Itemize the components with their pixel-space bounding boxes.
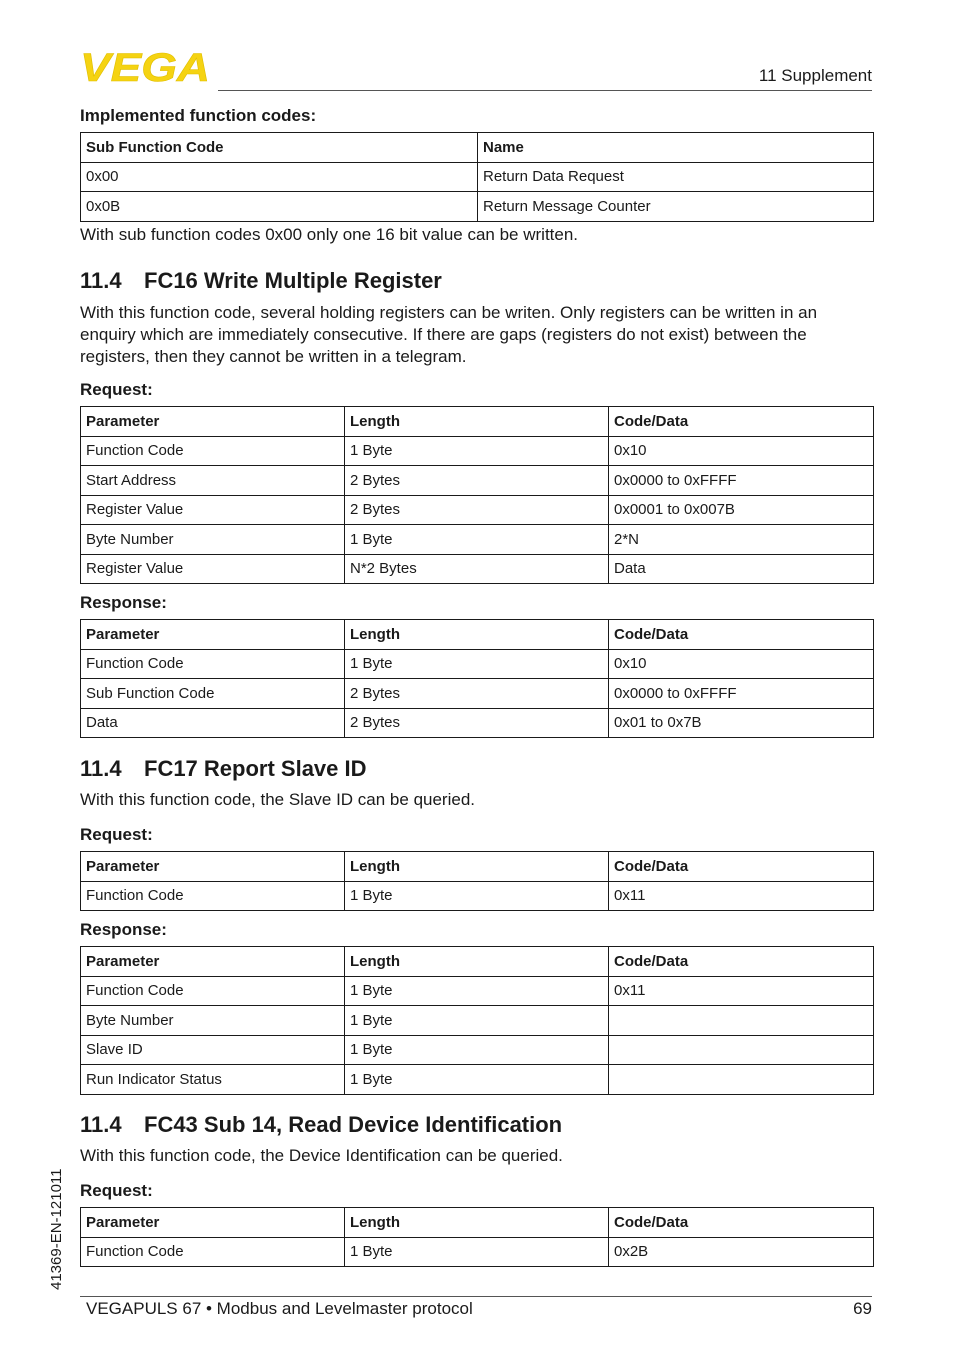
fc16-request-table	[80, 406, 874, 584]
footer-title: VEGAPULS 67 • Modbus and Levelmaster protocol	[86, 1299, 473, 1318]
sub-function-table	[80, 132, 874, 222]
table-cell: Byte Number	[81, 1006, 345, 1036]
table-cell: 0x00	[81, 162, 478, 192]
table-row	[81, 162, 874, 192]
table-cell: Data	[81, 708, 345, 738]
column-header: Length	[345, 407, 609, 437]
table-cell: 0x2B	[609, 1237, 874, 1267]
table-cell: 1 Byte	[345, 649, 609, 679]
table-cell: 1 Byte	[345, 1065, 609, 1095]
table-row	[81, 1237, 874, 1267]
header-rule	[218, 90, 872, 91]
table-cell	[609, 1065, 874, 1095]
section-heading-fc43	[80, 1112, 562, 1138]
column-header: Name	[478, 133, 874, 163]
table-cell: 0x0000 to 0xFFFF	[609, 679, 874, 709]
column-header: Code/Data	[609, 947, 874, 977]
table-cell: Function Code	[81, 436, 345, 466]
table-cell: Function Code	[81, 976, 345, 1006]
section-title: FC43 Sub 14, Read Device Identification	[144, 1112, 563, 1137]
table-cell: Start Address	[81, 466, 345, 496]
table-cell: 0x11	[609, 976, 874, 1006]
table-cell: 0x11	[609, 881, 874, 911]
table-header-row	[81, 947, 874, 977]
column-header: Code/Data	[609, 1208, 874, 1238]
table-cell: 0x10	[609, 436, 874, 466]
table-header-row	[81, 407, 874, 437]
section-number: 11.4	[80, 1112, 122, 1137]
table-row	[81, 495, 874, 525]
table-header-row	[81, 852, 874, 882]
table-cell: N*2 Bytes	[345, 554, 609, 584]
table-cell: 0x01 to 0x7B	[609, 708, 874, 738]
table-cell: 1 Byte	[345, 881, 609, 911]
table-cell	[609, 1006, 874, 1036]
table-cell: Return Data Request	[478, 162, 874, 192]
table-cell: Slave ID	[81, 1035, 345, 1065]
column-header: Parameter	[81, 852, 345, 882]
table-row	[81, 708, 874, 738]
table-cell: Function Code	[81, 649, 345, 679]
table-cell: 2 Bytes	[345, 708, 609, 738]
table-cell: 1 Byte	[345, 1035, 609, 1065]
fc17-description: With this function code, the Slave ID can be queried.	[80, 790, 476, 809]
table-cell: Register Value	[81, 495, 345, 525]
column-header: Sub Function Code	[81, 133, 478, 163]
fc17-response-label: Response:	[80, 920, 167, 939]
table-cell: Byte Number	[81, 525, 345, 555]
table-cell: 1 Byte	[345, 525, 609, 555]
section-name: 11 Supplement	[758, 66, 872, 85]
table-cell: 2*N	[609, 525, 874, 555]
fc43-request-table	[80, 1207, 874, 1267]
table-cell	[609, 1035, 874, 1065]
fc43-request-label: Request:	[80, 1181, 153, 1200]
table-cell: Function Code	[81, 1237, 345, 1267]
table-cell: 1 Byte	[345, 976, 609, 1006]
table-cell: Function Code	[81, 881, 345, 911]
column-header: Parameter	[81, 1208, 345, 1238]
column-header: Length	[345, 1208, 609, 1238]
section-title: FC16 Write Multiple Register	[144, 268, 442, 293]
page-number: 69	[853, 1299, 872, 1318]
fc16-response-table	[80, 619, 874, 738]
fc17-request-table	[80, 851, 874, 911]
column-header: Code/Data	[609, 620, 874, 650]
implemented-codes-caption: Implemented function codes:	[80, 106, 317, 125]
section-heading-fc17	[80, 756, 367, 782]
table-row	[81, 1065, 874, 1095]
column-header: Code/Data	[609, 852, 874, 882]
table-row	[81, 1006, 874, 1036]
table-cell: 0x10	[609, 649, 874, 679]
table-cell: 1 Byte	[345, 436, 609, 466]
table-cell: Register Value	[81, 554, 345, 584]
column-header: Length	[345, 620, 609, 650]
table-header-row	[81, 133, 874, 163]
column-header: Code/Data	[609, 407, 874, 437]
table-row	[81, 1035, 874, 1065]
section-heading-fc16	[80, 268, 442, 294]
table-row	[81, 679, 874, 709]
document-number: 41369-EN-121011	[48, 1168, 65, 1290]
fc17-request-label: Request:	[80, 825, 153, 844]
table-cell: 1 Byte	[345, 1006, 609, 1036]
table-cell: Data	[609, 554, 874, 584]
fc16-description	[80, 302, 872, 368]
table-cell: Return Message Counter	[478, 192, 874, 222]
column-header: Parameter	[81, 407, 345, 437]
svg-text:VEGA: VEGA	[80, 50, 210, 84]
table-row	[81, 466, 874, 496]
table-cell: Sub Function Code	[81, 679, 345, 709]
table-cell: Run Indicator Status	[81, 1065, 345, 1095]
column-header: Length	[345, 852, 609, 882]
table-row	[81, 436, 874, 466]
column-header: Length	[345, 947, 609, 977]
fc16-response-label: Response:	[80, 593, 167, 612]
table-cell: 0x0B	[81, 192, 478, 222]
fc17-response-table	[80, 946, 874, 1095]
table-row	[81, 554, 874, 584]
paragraph-line: enquiry which are immediately consecutive. If there are gaps (registers do not exist) between the	[80, 325, 807, 344]
table-cell: 1 Byte	[345, 1237, 609, 1267]
section-number: 11.4	[80, 756, 122, 781]
section-number: 11.4	[80, 268, 122, 293]
paragraph-line: registers, then they cannot be written in a telegram.	[80, 347, 467, 366]
table-header-row	[81, 1208, 874, 1238]
column-header: Parameter	[81, 947, 345, 977]
table-cell: 0x0001 to 0x007B	[609, 495, 874, 525]
sub-function-note: With sub function codes 0x00 only one 16 bit value can be written.	[80, 225, 579, 244]
section-title: FC17 Report Slave ID	[144, 756, 367, 781]
fc43-description: With this function code, the Device Identification can be queried.	[80, 1146, 563, 1165]
column-header: Parameter	[81, 620, 345, 650]
vega-logo	[80, 50, 212, 84]
paragraph-line: With this function code, several holding registers can be writen. Only registers can be written in an	[80, 303, 818, 322]
table-cell: 2 Bytes	[345, 466, 609, 496]
table-cell: 0x0000 to 0xFFFF	[609, 466, 874, 496]
table-row	[81, 192, 874, 222]
table-row	[81, 976, 874, 1006]
table-row	[81, 525, 874, 555]
table-row	[81, 649, 874, 679]
table-cell: 2 Bytes	[345, 679, 609, 709]
table-row	[81, 881, 874, 911]
table-header-row	[81, 620, 874, 650]
table-cell: 2 Bytes	[345, 495, 609, 525]
fc16-request-label: Request:	[80, 380, 153, 399]
footer-rule	[80, 1296, 872, 1297]
